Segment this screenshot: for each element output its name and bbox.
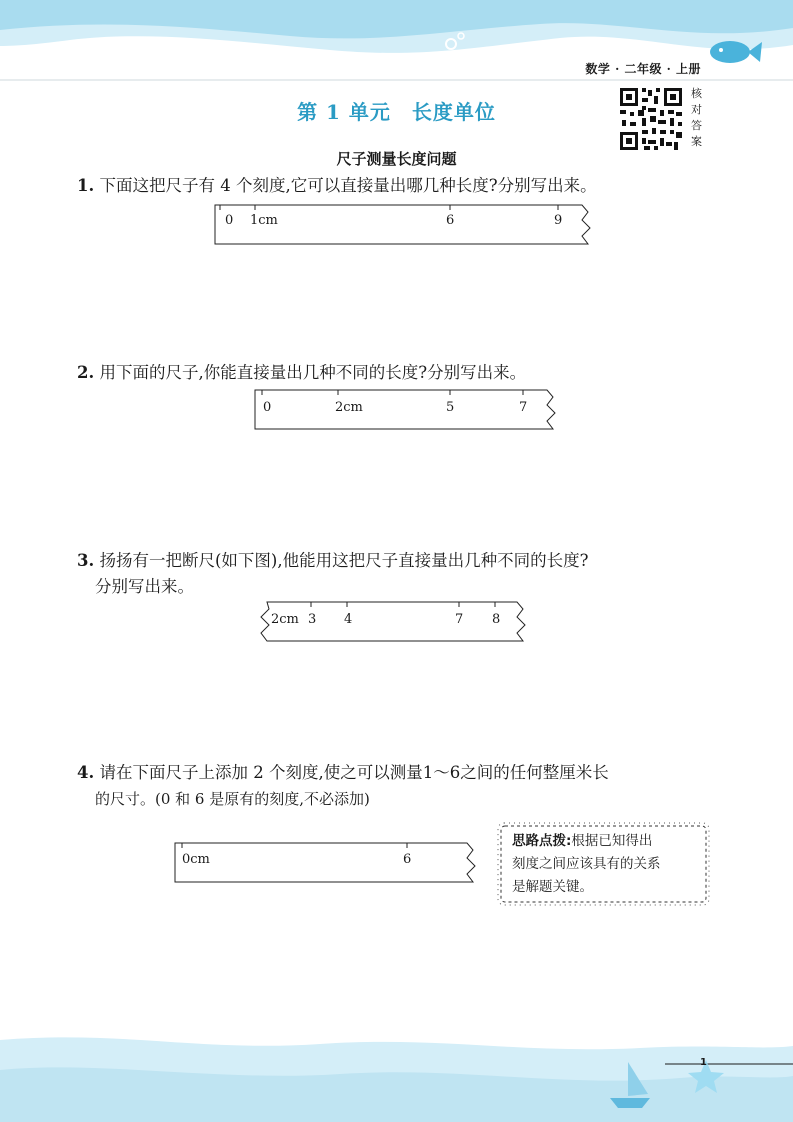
page-number: 1: [700, 1057, 707, 1068]
question-1: [77, 173, 727, 199]
question-text: 分别写出来。: [95, 577, 194, 596]
tip-line: [512, 830, 702, 853]
question-line: [77, 548, 737, 574]
question-number: 3.: [77, 551, 95, 570]
tip-text-1: 根据已知得出: [571, 833, 653, 849]
ruler-label: 6: [403, 852, 412, 867]
footer-wave-decoration: [0, 1030, 793, 1122]
question-number: 2.: [77, 363, 95, 382]
unit-title: 第 1 单元 长度单位: [297, 100, 496, 124]
ruler-label: 6: [446, 213, 455, 228]
question-2: [77, 360, 727, 386]
ruler-label: 9: [554, 213, 563, 228]
qr-caption: [691, 86, 705, 150]
question-3: [77, 548, 737, 600]
question-number: 1.: [77, 176, 95, 195]
ruler-label: 1cm: [250, 213, 278, 228]
ruler-label: 5: [446, 400, 455, 415]
tip-text-2: 刻度之间应该具有的关系: [512, 856, 661, 872]
tip-lead: 思路点拨:: [512, 833, 572, 849]
question-text: 用下面的尺子,你能直接量出几种不同的长度?分别写出来。: [99, 363, 527, 382]
ruler-label: 3: [308, 612, 317, 627]
qr-caption-char: 核: [691, 87, 702, 100]
question-4: [77, 760, 747, 812]
subject-label: 数学 · 二年级 · 上册: [585, 62, 701, 76]
qr-code-icon[interactable]: [618, 86, 684, 152]
ruler-label: 7: [519, 400, 528, 415]
question-text: 下面这把尺子有 4 个刻度,它可以直接量出哪几种长度?分别写出来。: [99, 176, 597, 195]
ruler-label: 8: [492, 612, 501, 627]
tip-text-3: 是解题关键。: [512, 879, 593, 895]
ruler-label: 4: [344, 612, 353, 627]
ruler-label: 0: [225, 213, 234, 228]
qr-caption-char: 案: [691, 135, 702, 148]
ruler-4: [170, 838, 485, 890]
ruler-label: 0: [263, 400, 272, 415]
ruler-label: 2cm: [271, 612, 299, 627]
qr-caption-char: 对: [691, 103, 702, 116]
question-text: 请在下面尺子上添加 2 个刻度,使之可以测量1～6之间的任何整厘米长: [99, 763, 609, 782]
question-text: 扬扬有一把断尺(如下图),他能用这把尺子直接量出几种不同的长度?: [99, 551, 589, 570]
tip-text: [512, 830, 702, 899]
question-text: 的尺寸。(0 和 6 是原有的刻度,不必添加): [95, 790, 370, 808]
ruler-label: 7: [455, 612, 464, 627]
question-number: 4.: [77, 763, 95, 782]
ruler-label: 0cm: [182, 852, 210, 867]
ruler-2: [250, 385, 560, 437]
question-line: [77, 760, 747, 786]
ruler-label: 2cm: [335, 400, 363, 415]
ruler-1: [210, 200, 595, 252]
qr-caption-char: 答: [691, 119, 702, 132]
ruler-3: [255, 597, 535, 649]
section-title: 尺子测量长度问题: [336, 150, 457, 168]
